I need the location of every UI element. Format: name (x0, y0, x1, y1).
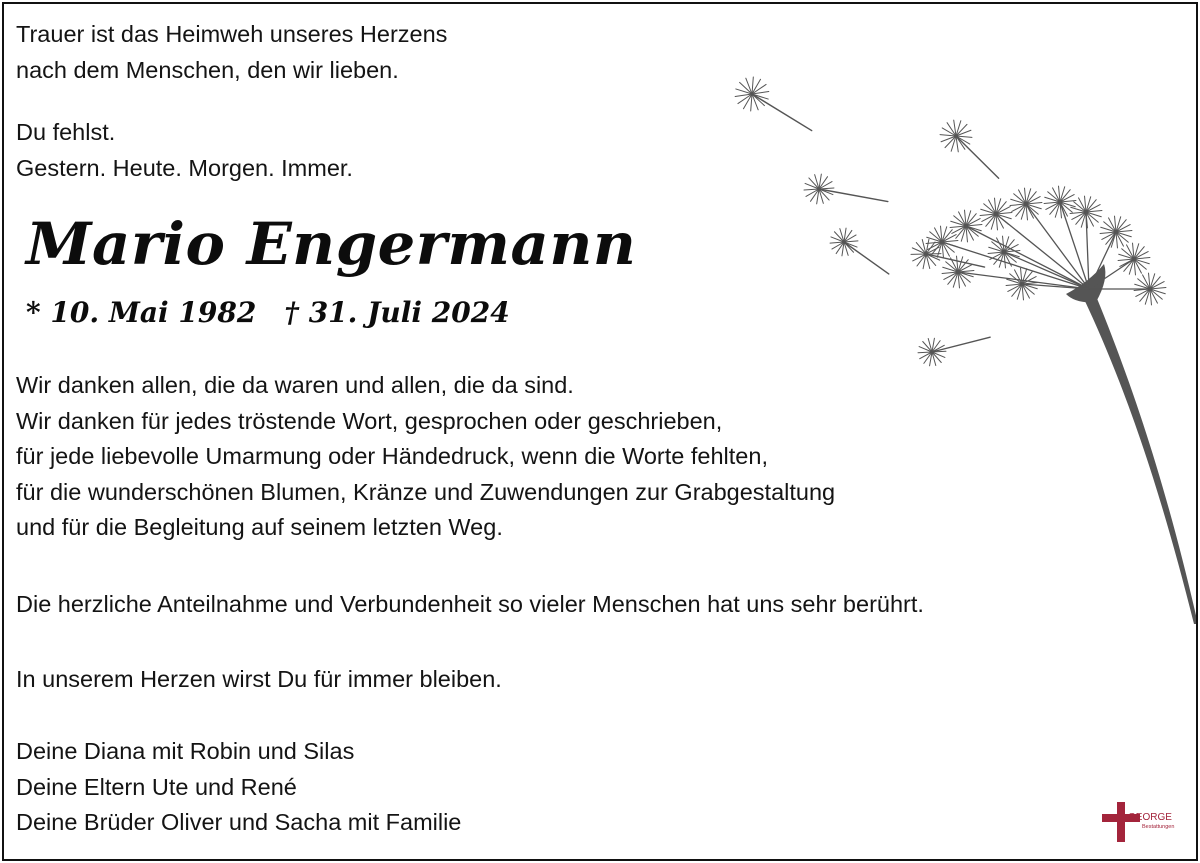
thanks-line: und für die Begleitung auf seinem letzten Weg. (16, 514, 503, 540)
missing-block (16, 115, 353, 186)
dandelion-stroke (752, 94, 812, 131)
sympathy-text: Die herzliche Anteilnahme und Verbundenheit so vieler Menschen hat uns sehr berührt. (16, 591, 924, 617)
death-date: † 31. Juli 2024 (284, 296, 510, 329)
family-line: Deine Brüder Oliver und Sacha mit Familie (16, 809, 462, 835)
heart-text: In unserem Herzen wirst Du für immer bleiben. (16, 666, 502, 692)
thanks-line: für jede liebevolle Umarmung oder Händedruck, wenn die Worte fehlten, (16, 443, 768, 469)
quote-block (16, 17, 447, 88)
dandelion-stroke (956, 136, 999, 178)
missing-line: Du fehlst. (16, 119, 116, 145)
dandelion-stem (1084, 296, 1198, 624)
quote-line: Trauer ist das Heimweh unseres Herzens (16, 21, 448, 47)
dandelion-stroke (918, 352, 932, 353)
family-block (16, 734, 461, 841)
obituary-notice (2, 2, 1198, 861)
quote-line: nach dem Menschen, den wir lieben. (16, 56, 399, 83)
life-dates (26, 296, 510, 329)
thanks-line: für die wunderschönen Blumen, Kränze und Zuwendungen zur Grabgestaltung (16, 478, 836, 505)
family-line: Deine Eltern Ute und René (16, 773, 297, 800)
thanks-line: Wir danken für jedes tröstende Wort, gesprochen oder geschrieben, (16, 407, 723, 434)
george-bestattungen-logo (1098, 800, 1186, 844)
dandelion-stroke (932, 337, 990, 352)
thanks-line: Wir danken allen, die da waren und allen, die da sind. (16, 372, 574, 398)
dandelion-illustration (704, 64, 1198, 664)
logo-subtitle: Bestattungen (1142, 824, 1175, 830)
logo-name: GEORGE (1128, 812, 1172, 823)
family-line: Deine Diana mit Robin und Silas (16, 738, 355, 764)
deceased-name: Mario Engermann (26, 210, 637, 278)
missing-line: Gestern. Heute. Morgen. Immer. (16, 154, 353, 181)
dandelion-stroke (844, 242, 889, 274)
birth-date: * 10. Mai 1982 (26, 296, 257, 329)
